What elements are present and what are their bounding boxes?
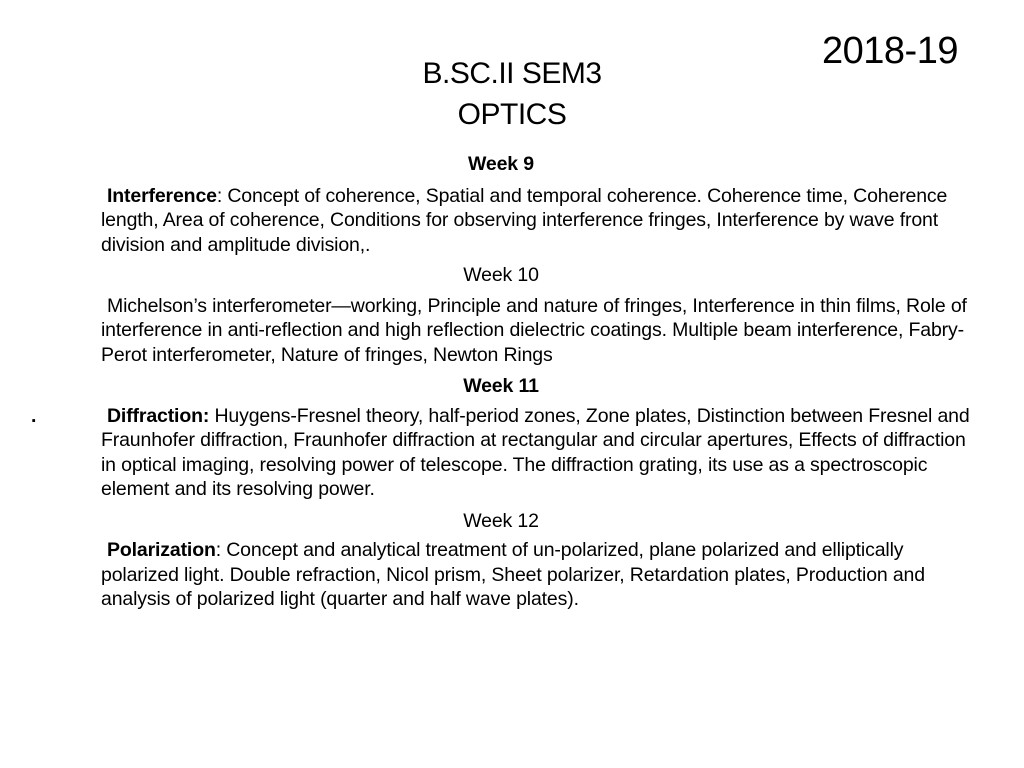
week-9-heading: Week 9: [468, 153, 534, 175]
slide-title: [0, 53, 1024, 135]
week-11-paragraph: [31, 404, 971, 502]
title-line-course: B.SC.II SEM3: [422, 57, 602, 90]
syllabus-content: [31, 152, 971, 612]
week-10-text: Michelson’s interferometer—working, Principle and nature of fringes, Interference in thin films, Role of interference in anti-reflection and high reflection dielectric coatings. Multiple beam interference, Fabry-Perot interferometer, Nature of fringes, Newton Rings: [101, 294, 967, 366]
year-label: 2018-19: [822, 30, 958, 72]
week-9-term: Interference: [107, 184, 217, 207]
title-line-subject: OPTICS: [457, 98, 567, 131]
week-11-text: Huygens-Fresnel theory, half-period zones, Zone plates, Distinction between Fresnel and Fraunhofer diffraction, Fraunhofer diffraction at rectangular and circular apertures, Effects of diffraction in optical imaging, resolving power of telescope. The diffraction grating, its use as a spectroscopic element and its resolving power.: [101, 404, 970, 500]
week-10-heading: Week 10: [463, 264, 539, 286]
week-12-paragraph: [101, 538, 971, 612]
week-12-text: : Concept and analytical treatment of un-polarized, plane polarized and elliptically polarized light. Double refraction, Nicol prism, Sheet polarizer, Retardation plates, Production and analysis of polarized light (quarter and half wave plates).: [101, 539, 925, 610]
week-12-heading: Week 12: [463, 509, 539, 532]
week-9-text: : Concept of coherence, Spatial and temporal coherence. Coherence time, Coherence length, Area of coherence, Conditions for observing interference fringes, Interference by wave front division and amplitude division,.: [101, 184, 948, 256]
week-10-paragraph: [101, 294, 971, 368]
week-12-term: Polarization: [107, 539, 216, 561]
week-11-heading: Week 11: [463, 375, 539, 397]
bullet-mark: .: [31, 404, 37, 427]
week-9-paragraph: [101, 184, 971, 258]
week-11-term: Diffraction:: [107, 404, 210, 427]
